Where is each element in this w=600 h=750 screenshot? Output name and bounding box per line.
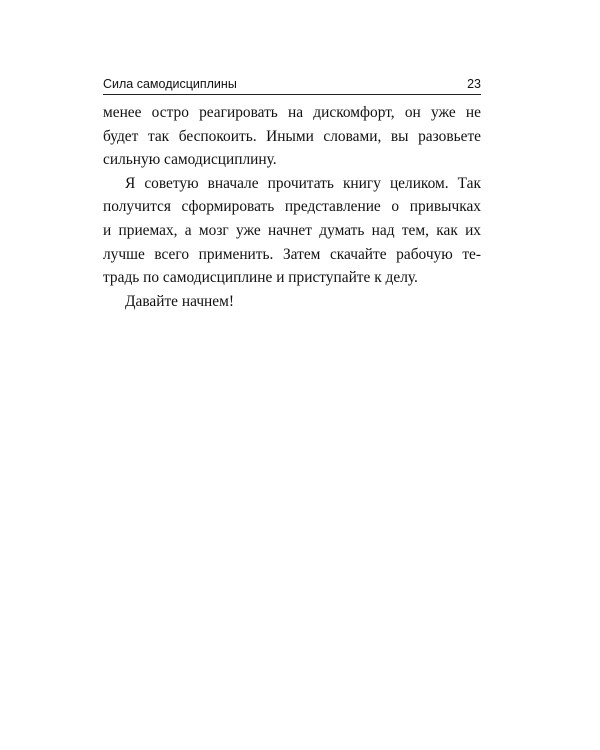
text-line: Я советую вначале прочитать книгу целиком. Так (125, 174, 481, 192)
text-line: лучше всего применить. Затем скачайте рабочую те- (103, 245, 481, 263)
book-title: Сила самодисциплины (103, 77, 237, 91)
header-rule (103, 94, 481, 95)
text-line: менее остро реагировать на дискомфорт, он уже не (103, 104, 481, 121)
paragraph-1 (103, 101, 481, 172)
text-line: будет так беспокоить. Иными словами, вы разовьете (103, 127, 481, 145)
text-line: и приемах, а мозг уже начнет думать над тем, как их (103, 221, 481, 239)
text-line: сильную самодисциплину. (103, 151, 277, 169)
body-text (103, 101, 481, 313)
paragraph-3 (103, 290, 481, 314)
paragraph-2 (103, 172, 481, 290)
text-line: Давайте начнем! (125, 292, 234, 310)
text-line: получится сформировать представление о привычках (103, 198, 481, 216)
page-number: 23 (467, 77, 481, 91)
text-line: традь по самодисциплине и приступайте к делу. (103, 269, 418, 287)
running-header (103, 76, 481, 94)
